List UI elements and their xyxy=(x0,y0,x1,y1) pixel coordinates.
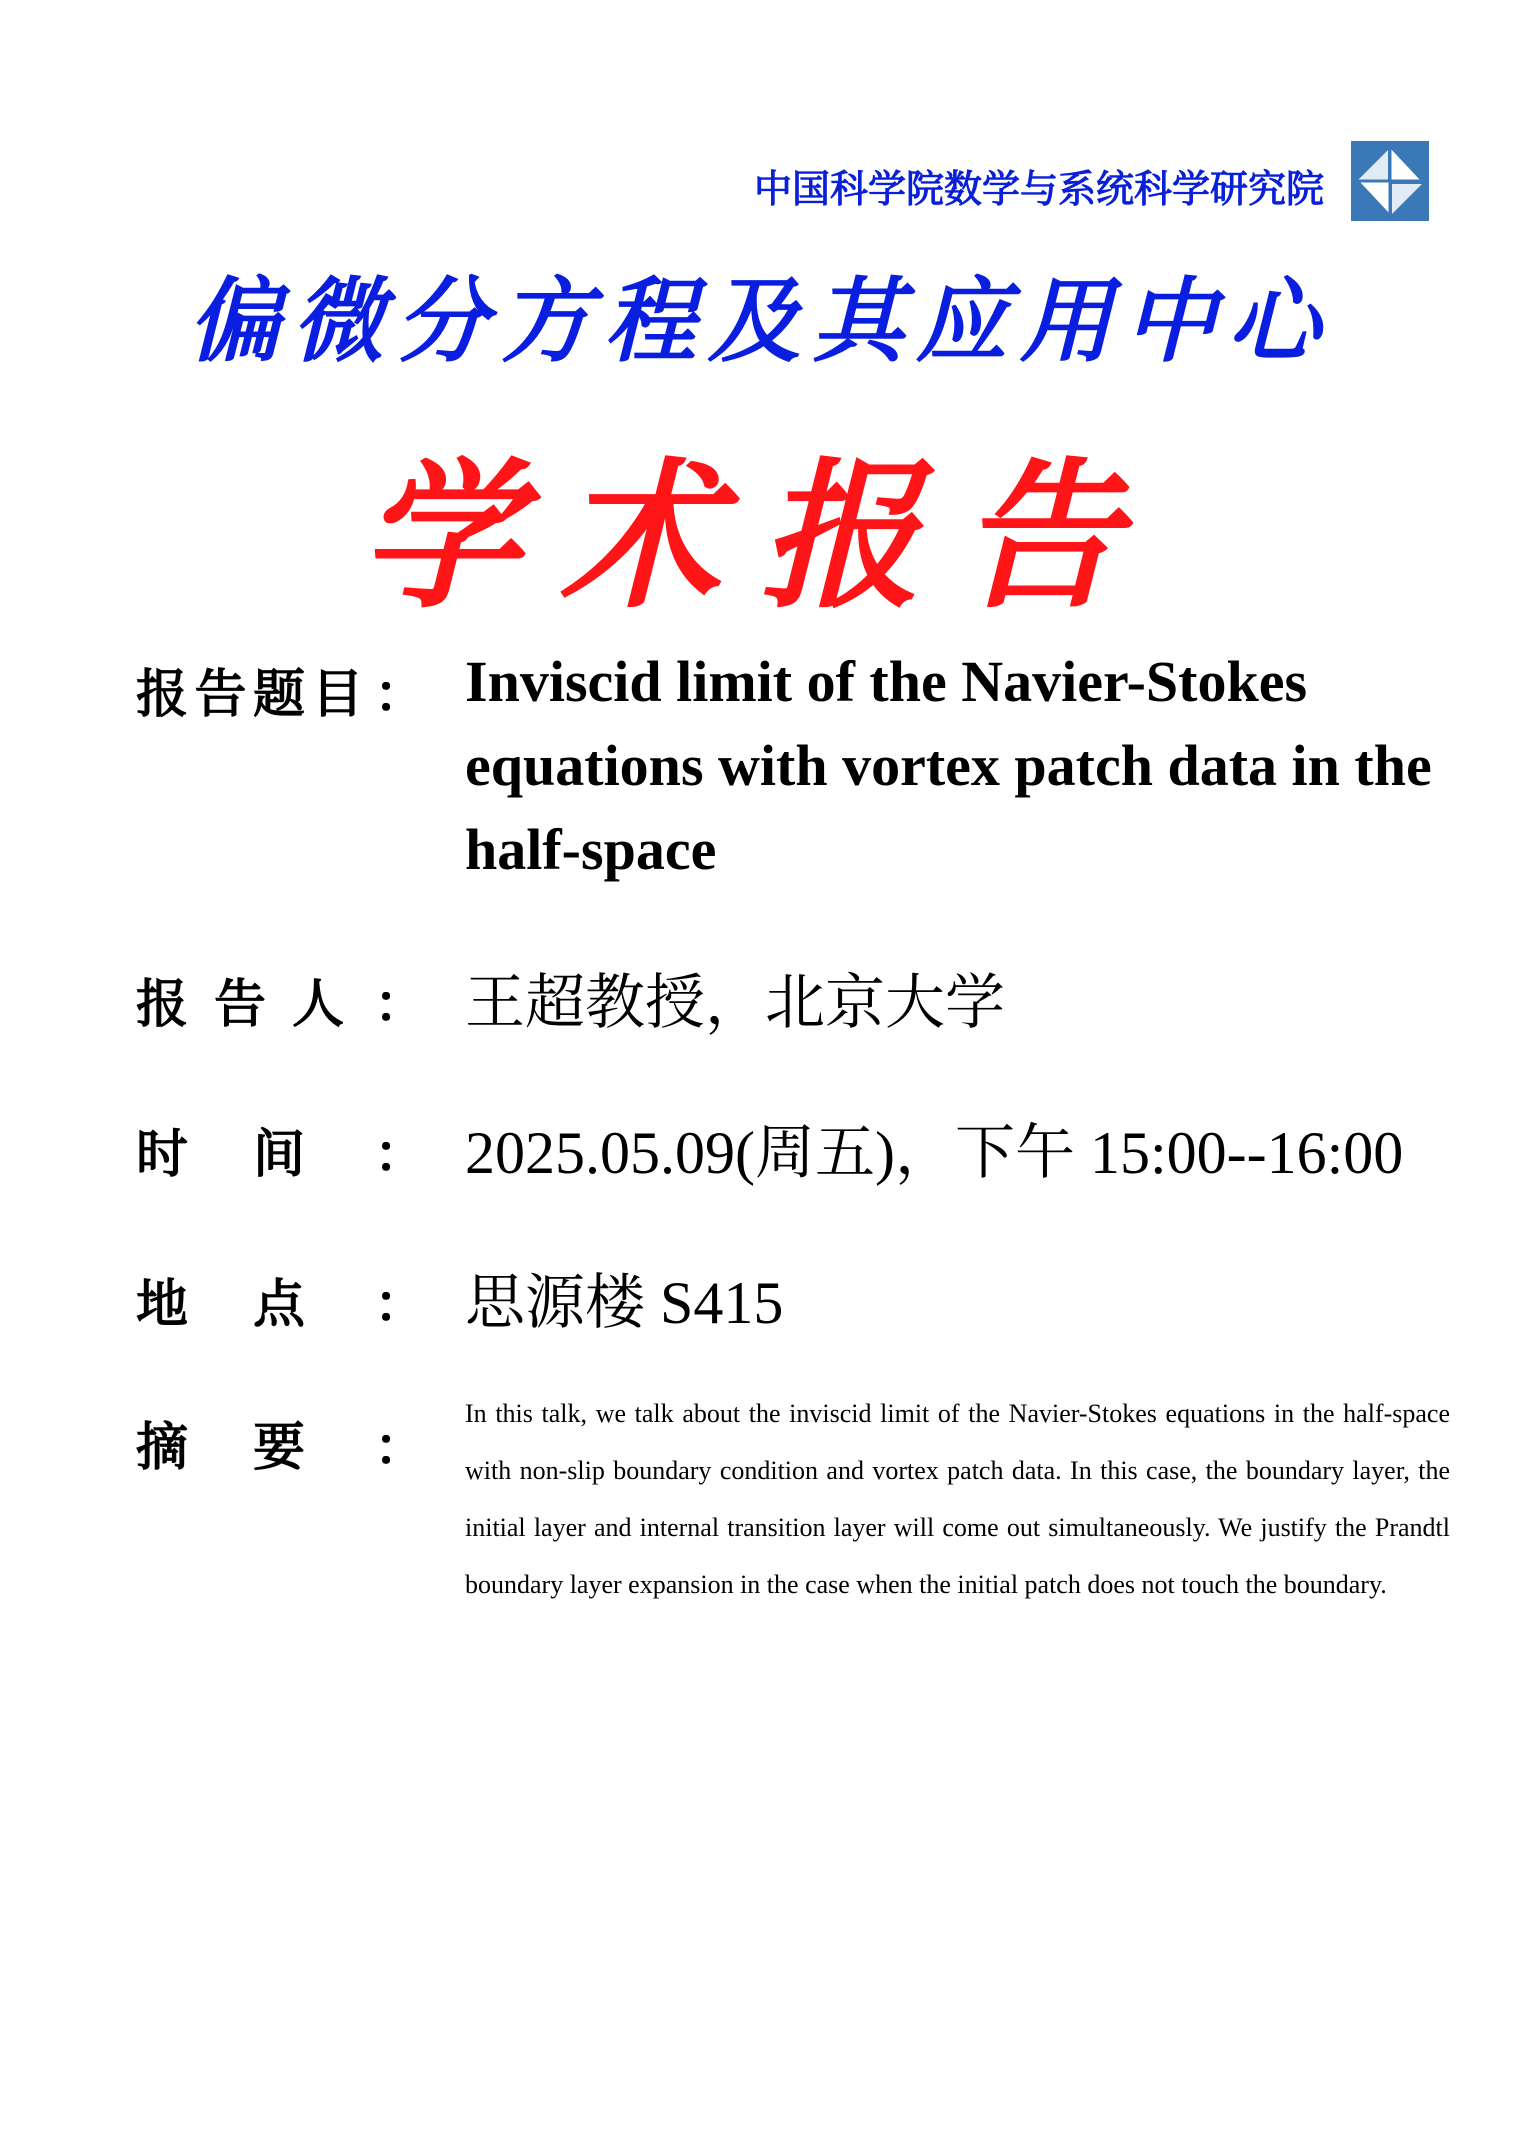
label-char: 报 xyxy=(136,664,189,725)
label-char: 地 xyxy=(136,1274,189,1335)
label-char: 摘 xyxy=(136,1417,189,1478)
label-colon: ： xyxy=(373,1417,426,1478)
label-char: 要 xyxy=(252,1417,305,1478)
label-char: 报 xyxy=(136,974,189,1035)
label-location xyxy=(136,1262,426,1337)
label-char: 人 xyxy=(291,974,344,1035)
label-speaker xyxy=(136,962,426,1037)
speaker-value: 王超教授，北京大学 xyxy=(465,970,1005,1036)
label-char: 间 xyxy=(252,1124,305,1185)
label-char: 时 xyxy=(136,1124,189,1185)
location-value: 思源楼 S415 xyxy=(465,1270,784,1336)
abstract-text: In this talk, we talk about the inviscid limit of the Navier-Stokes equations in the half-space with non-slip boundary condition and vortex patch data. In this case, the boundary layer, the initial layer and internal transition layer will come out simultaneously. We justify the Prandtl boundary layer expansion in the case when the initial patch does not touch the boundary. xyxy=(465,1399,1450,1599)
institute-logo-icon xyxy=(1350,140,1430,222)
label-title xyxy=(136,652,426,727)
label-colon: ： xyxy=(373,1124,426,1185)
label-time xyxy=(136,1112,426,1187)
institute-name: 中国科学院数学与系统科学研究院 xyxy=(753,167,1324,211)
label-colon: ： xyxy=(373,1274,426,1335)
label-abstract xyxy=(136,1405,426,1480)
label-char: 目 xyxy=(311,664,364,725)
time-value: 2025.05.09(周五)，下午 15:00--16:00 xyxy=(465,1120,1404,1186)
label-colon: ： xyxy=(373,974,426,1035)
label-char: 告 xyxy=(213,974,266,1035)
center-name: 偏微分方程及其应用中心 xyxy=(187,267,1332,375)
label-colon: ： xyxy=(373,664,426,725)
label-char: 点 xyxy=(252,1274,305,1335)
talk-title: Inviscid limit of the Navier-Stokes equations with vortex patch data in the half-space xyxy=(465,649,1432,882)
report-title: 学术报告 xyxy=(359,442,1160,630)
label-char: 告 xyxy=(194,664,247,725)
label-char: 题 xyxy=(252,664,305,725)
